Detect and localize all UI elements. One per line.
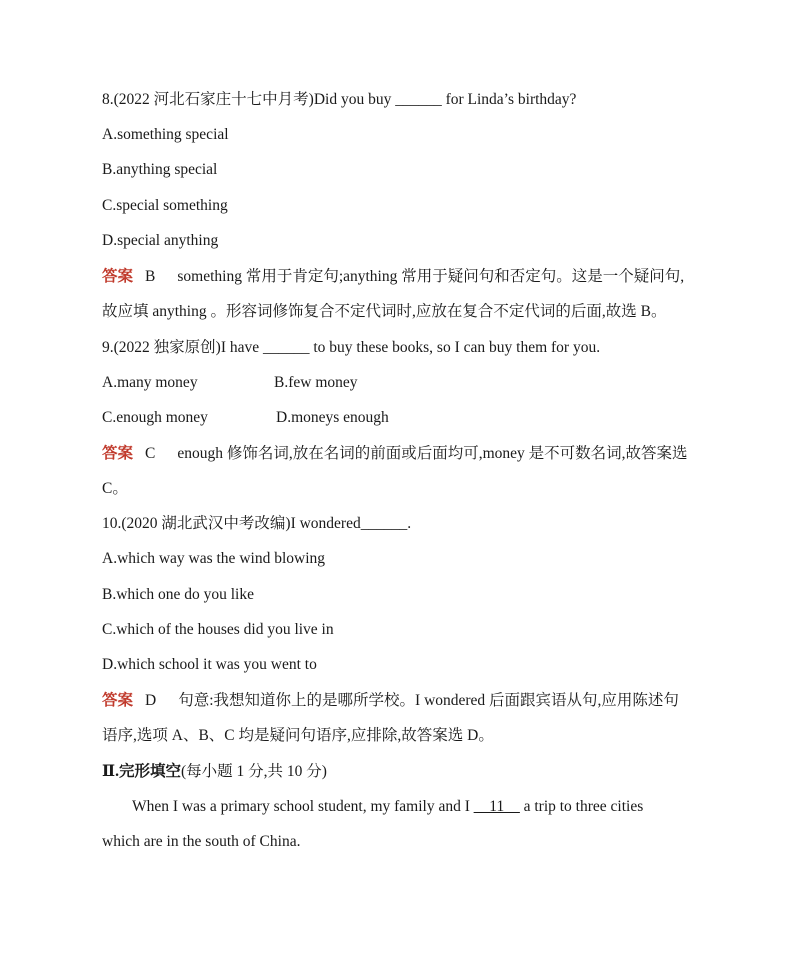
q8-answer: [102, 267, 690, 287]
cloze-blank-11: __11__: [473, 798, 520, 815]
q10-explanation-cont: 语序,选项 A、B、C 均是疑问句语序,应排除,故答案选 D。: [102, 727, 494, 744]
answer-key: B: [145, 268, 156, 285]
answer-explanation: enough 修饰名词,放在名词的前面或后面均可,money 是不可数名词,故答案选: [177, 445, 688, 462]
q9-option-a: A.many money: [102, 374, 198, 391]
answer-explanation: something 常用于肯定句;anything 常用于疑问句和否定句。这是一个疑问句,: [177, 268, 685, 285]
q10-answer: [102, 691, 690, 711]
section-score-note: (每小题 1 分,共 10 分): [180, 763, 327, 780]
q10-option-c: C.which of the houses did you live in: [102, 621, 334, 638]
q9-options-row1: [102, 373, 690, 393]
q10-stem: 10.(2020 湖北武汉中考改编)I wondered______.: [102, 515, 412, 532]
section-title: Ⅱ.完形填空: [102, 763, 181, 780]
q8-option-d: D.special anything: [102, 232, 219, 249]
answer-label: 答案: [102, 692, 134, 709]
cloze-paragraph-line2: which are in the south of China.: [102, 833, 301, 850]
answer-label: 答案: [102, 445, 134, 462]
answer-explanation: 句意:我想知道你上的是哪所学校。I wondered 后面跟宾语从句,应用陈述句: [178, 692, 679, 709]
q9-options-row2: [102, 408, 690, 428]
answer-label: 答案: [102, 268, 134, 285]
q9-option-c: C.enough money: [102, 409, 208, 426]
q8-explanation-cont: 故应填 anything 。形容词修饰复合不定代词时,应放在复合不定代词的后面,故选 B。: [102, 303, 667, 320]
cloze-text-part2: a trip to three cities: [519, 798, 644, 815]
cloze-paragraph-line1: [102, 797, 690, 817]
q9-explanation-cont: C。: [102, 480, 128, 497]
q10-option-b: B.which one do you like: [102, 586, 254, 603]
section-heading: [102, 762, 690, 782]
q8-option-b: B.anything special: [102, 161, 218, 178]
q8-stem: 8.(2022 河北石家庄十七中月考)Did you buy ______ for Linda’s birthday?: [102, 91, 577, 108]
answer-key: D: [145, 692, 157, 709]
q8-option-c: C.special something: [102, 197, 228, 214]
q8-option-a: A.something special: [102, 126, 229, 143]
answer-key: C: [145, 445, 156, 462]
q10-option-a: A.which way was the wind blowing: [102, 550, 325, 567]
q9-option-d: D.moneys enough: [276, 409, 389, 426]
cloze-text-part1: When I was a primary school student, my family and I: [132, 798, 474, 815]
q9-stem: 9.(2022 独家原创)I have ______ to buy these books, so I can buy them for you.: [102, 339, 601, 356]
q9-option-b: B.few money: [274, 374, 358, 391]
q10-option-d: D.which school it was you went to: [102, 656, 317, 673]
q9-answer: [102, 444, 690, 464]
